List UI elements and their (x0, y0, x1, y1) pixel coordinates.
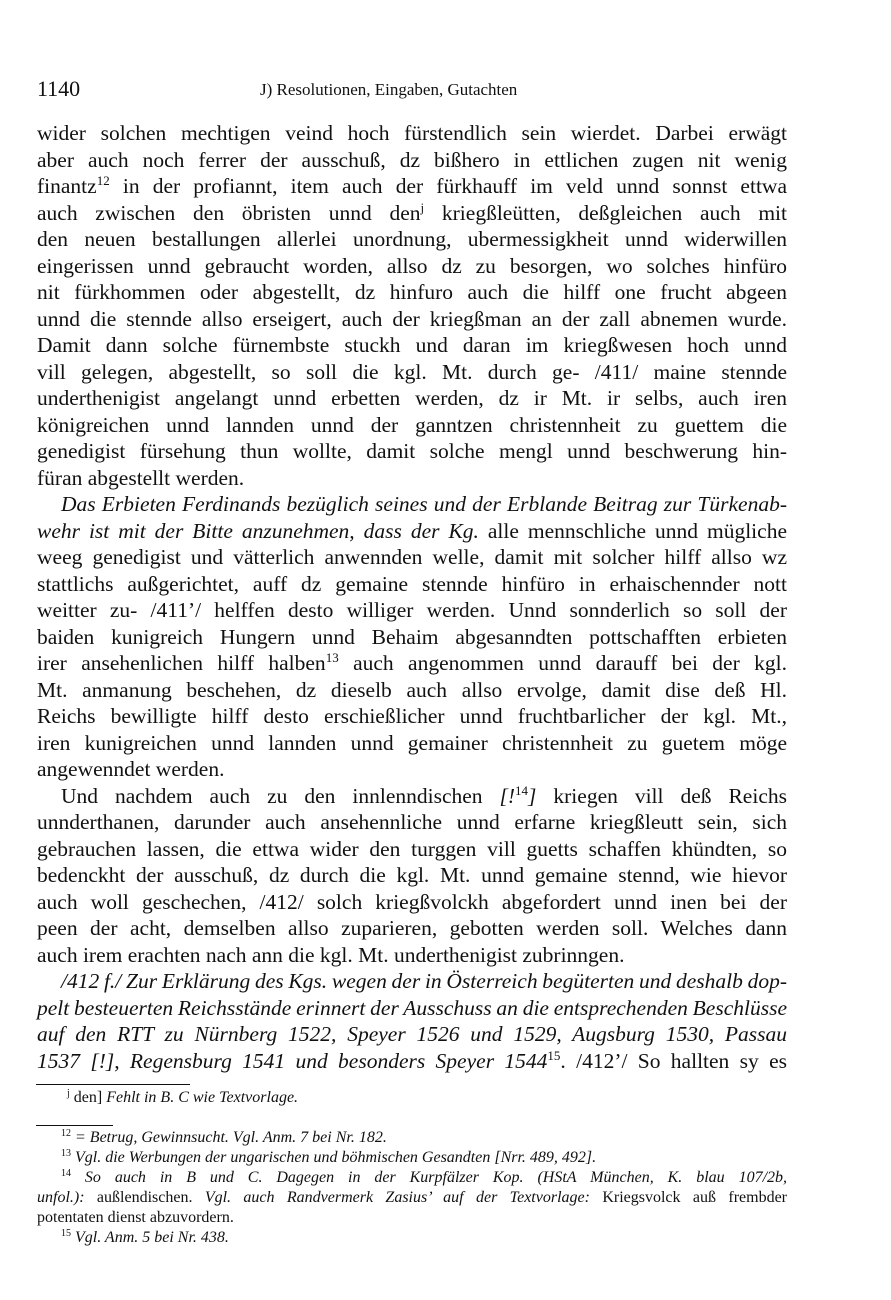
text-line: auch woll geschechen, /412/ solch kriegßvolckh abgefordert unnd inen bei der (37, 889, 787, 914)
text-line: angewenndet werden. (37, 757, 225, 781)
text-line: wider solchen mechtigen veind hoch fürstendlich sein wierdet. Darbei erwägt (37, 121, 787, 145)
text-line: 1537 [!], Regensburg 1541 und besonders Speyer 1544$^{15}$. /412’/ So hallten sy es (37, 1047, 787, 1073)
text-line: bedenckht der ausschuß, dz durch die kgl. Mt. unnd gemaine stennd, wie hievor (37, 863, 787, 887)
text-line: aber auch noch ferrer der ausschuß, dz bißhero in ettlichen zugen nit wenig (37, 147, 787, 172)
main-text (37, 120, 787, 1074)
text-line: pelt besteuerten Reichsstände erinnert der Ausschuss an die entsprechenden Beschlüsse (37, 995, 787, 1020)
footnote-ref[interactable]: 15 (547, 1047, 561, 1063)
footnote-rule (36, 1125, 113, 1126)
text-line: baiden kunigreich Hungern unnd Behaim abgesanndten pottschafften erbieten (37, 624, 787, 649)
text-line: unnd die stennde allso erseigert, auch der kriegßman an der zall abnemen wurde. (37, 306, 787, 331)
footnote-ref[interactable]: 12 (96, 173, 110, 188)
footnote-12: $^{12}$ = Betrug, Gewinnsucht. Vgl. Anm. 7 bei Nr. 182. (61, 1128, 387, 1146)
running-head (37, 76, 787, 106)
text-line: eingerissen unnd gebraucht worden, allso dz zu besorgen, wo solches hinfüro (37, 253, 787, 278)
text-line: königreichen unnd lannden unnd der ganntzen christennheit zu guettem die (37, 412, 787, 437)
text-line: den neuen bestallungen allerlei unordnung, ubermessigkheit unnd widerwillen (37, 227, 787, 251)
text-line: genedigist fürsehung thun wollte, damit solche mengl unnd beschwerung hin- (37, 439, 787, 463)
text-line: nit fürkhommen oder abgestellt, dz hinfuro auch die hilff one frucht abgeen (37, 280, 787, 304)
text-line: iren kunigreichen unnd lannden unnd gemainer christennheit zu guetem möge (37, 730, 787, 755)
text-line: Reichs bewilligte hilff desto erschießlicher unnd fruchtbarlicher der kgl. Mt., (37, 704, 787, 728)
apparatus-rule (36, 1084, 190, 1085)
text-line: stattlichs außgerichtet, auff dz gemaine stennde hinfüro in erhaischennder nott (37, 571, 787, 596)
text-line: Das Erbieten Ferdinands bezüglich seines und der Erblande Beitrag zur Türkenab- (61, 492, 787, 516)
text-line: finantz$^{12}$ in der profiannt, item auch der fürkhauff im veld unnd sonnst ettwa (37, 173, 787, 198)
apparatus-notes (37, 1088, 787, 1108)
text-line: auf den RTT zu Nürnberg 1522, Speyer 1526 und 1529, Augsburg 1530, Passau (37, 1022, 787, 1046)
footnote-ref[interactable]: 14 (515, 782, 529, 798)
apparatus-note: $^j$ den] Fehlt in B. C wie Textvorlage. (67, 1088, 299, 1106)
text-line: gebrauchen lassen, die ettwa wider den turggen vill guetts schaffen khündten, so (37, 836, 787, 861)
text-line: weitter zu- /411’/ helffen desto williger werden. Unnd sonnderlich so soll der (37, 598, 787, 622)
footnote-13: $^{13}$ Vgl. die Werbungen der ungarischen und böhmischen Gesandten [Nrr. 489, 492]. (61, 1148, 597, 1166)
text-line: vill gelegen, abgestellt, so soll die kgl. Mt. durch ge- /411/ maine stennde (37, 359, 787, 384)
footnote-14-end: potentaten dienst abzuvordern. (37, 1209, 234, 1226)
page-number: 1140 (37, 76, 81, 101)
footnote-ref[interactable]: 13 (325, 650, 339, 665)
text-line: auch irem erachten nach ann die kgl. Mt. underthenigist zubrinngen. (37, 942, 625, 967)
footnote-15: $^{15}$ Vgl. Anm. 5 bei Nr. 438. (61, 1228, 229, 1246)
text-line: füran abgestellt werden. (37, 465, 245, 490)
text-line: unnderthanen, darunder auch ansehennliche unnd erfarne kriegßleutt sein, sich (37, 810, 787, 834)
text-line: auch zwischen den öbristen unnd den$^j$ kriegßleütten, deßgleichen auch mit (37, 199, 787, 225)
text-line: irer ansehenlichen hilff halben$^{13}$ auch angenommen unnd darauff bei der kgl. (37, 650, 787, 675)
text-line: wehr ist mit der Bitte anzunehmen, dass der Kg. alle mennschliche unnd mügliche (37, 518, 787, 543)
text-line: /412 f./ Zur Erklärung des Kgs. wegen der in Österreich begüterten und deshalb dop- (61, 969, 787, 993)
apparatus-ref[interactable]: j (420, 199, 425, 215)
apparatus-marker: j (67, 1088, 70, 1099)
running-title: J) Resolutionen, Eingaben, Gutachten (260, 80, 518, 99)
text-line: Und nachdem auch zu den innlenndischen [!$^{14}$] kriegen vill deß Reichs (61, 782, 787, 808)
text-line: peen der acht, demselben allso zuparieren, gebotten werden soll. Welches dann (37, 916, 787, 940)
footnote-14: $^{14}$ So auch in B und C. Dagegen in der Kurpfälzer Kop. (HStA München, K. blau 107/2b, (61, 1168, 788, 1186)
text-line: Damit dann solche fürnembste stuckh und daran im kriegßwesen hoch unnd (37, 333, 787, 357)
text-line: Mt. anmanung beschehen, dz dieselb auch allso ervolge, damit dise deß Hl. (37, 677, 787, 702)
text-line: weeg genedigist und vätterlich anwennden welle, damit mit solcher hilff allso wz (37, 545, 787, 569)
footnotes (37, 1128, 787, 1248)
text-line: underthenigist angelangt unnd erbetten werden, dz ir Mt. ir selbs, auch iren (37, 386, 787, 410)
footnote-14-cont: unfol.): außlendischen. Vgl. auch Randvermerk Zasius’ auf der Textvorlage: Kriegsvolck auß frembder (37, 1189, 787, 1206)
